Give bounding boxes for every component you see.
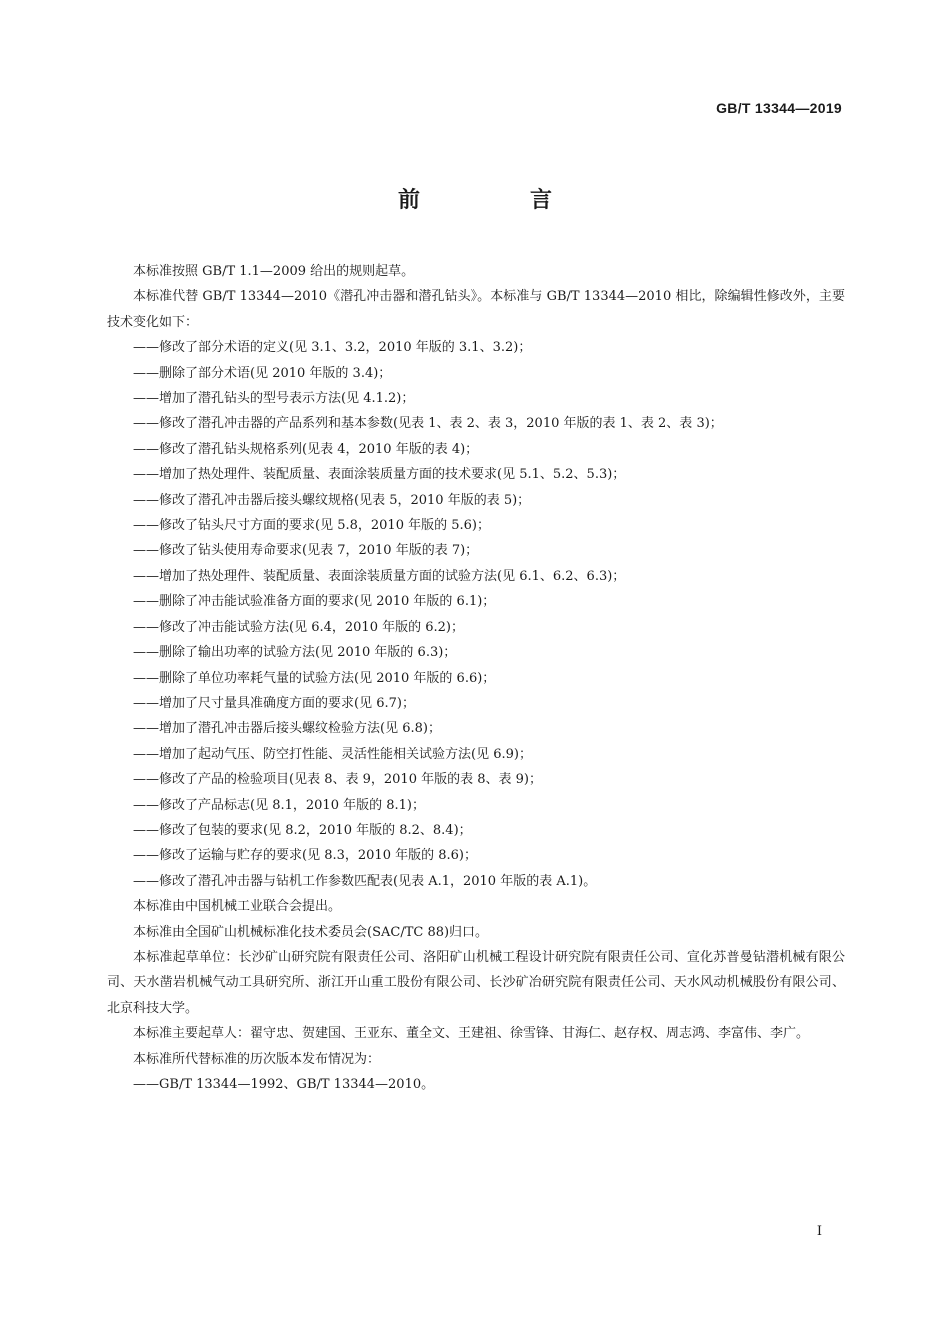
paragraph: 本标准起草单位：长沙矿山研究院有限责任公司、洛阳矿山机械工程设计研究院有限责任公司、宣化苏普曼钻潜机械有限公司、天水凿岩机械气动工具研究所、浙江开山重工股份有限公司、长沙矿冶研究院有限责任公司、天水风动机械股份有限公司、北京科技大学。 (107, 949, 845, 1016)
paragraph: 本标准按照 GB/T 1.1—2009 给出的规则起草。 (133, 264, 415, 279)
list-item: ——删除了部分术语(见 2010 年版的 3.4)； (133, 365, 392, 381)
list-item: ——修改了钻头尺寸方面的要求(见 5.8，2010 年版的 5.6)； (133, 518, 490, 534)
list-item: ——删除了输出功率的试验方法(见 2010 年版的 6.3)； (133, 645, 457, 661)
list-item: ——修改了潜孔冲击器后接头螺纹规格(见表 5，2010 年版的表 5)； (133, 492, 531, 508)
paragraph: 本标准所代替标准的历次版本发布情况为： (133, 1051, 381, 1067)
list-item: ——增加了潜孔钻头的型号表示方法(见 4.1.2)； (133, 391, 415, 407)
paragraph: 本标准由全国矿山机械标准化技术委员会(SAC/TC 88)归口。 (133, 924, 489, 940)
list-item: ——删除了冲击能试验准备方面的要求(见 2010 年版的 6.1)； (133, 594, 496, 610)
list-item: ——GB/T 13344—1992、GB/T 13344—2010。 (133, 1077, 435, 1092)
list-item: ——修改了产品的检验项目(见表 8、表 9，2010 年版的表 8、表 9)； (133, 772, 542, 788)
paragraph: 本标准代替 GB/T 13344—2010《潜孔冲击器和潜孔钻头》。本标准与 GB/T 13344—2010 相比，除编辑性修改外，主要技术变化如下： (107, 289, 845, 330)
foreword-body (107, 259, 845, 1097)
standard-number: GB/T 13344—2019 (716, 100, 842, 116)
list-item: ——删除了单位功率耗气量的试验方法(见 2010 年版的 6.6)； (133, 670, 496, 686)
list-item: ——修改了冲击能试验方法(见 6.4，2010 年版的 6.2)； (133, 619, 464, 635)
list-item: ——修改了潜孔冲击器与钻机工作参数匹配表(见表 A.1，2010 年版的表 A.1)。 (133, 873, 597, 889)
paragraph: 本标准主要起草人：翟守忠、贺建国、王亚东、董全文、王建祖、徐雪锋、甘海仁、赵存权、周志鸿、李富伟、李广。 (133, 1026, 810, 1042)
page-title: 前 言 (397, 188, 596, 213)
list-item: ——修改了钻头使用寿命要求(见表 7，2010 年版的表 7)； (133, 543, 479, 559)
list-item: ——增加了潜孔冲击器后接头螺纹检验方法(见 6.8)； (133, 721, 441, 737)
page-number: I (816, 1224, 822, 1239)
list-item: ——增加了尺寸量具准确度方面的要求(见 6.7)； (133, 695, 415, 711)
list-item: ——修改了包装的要求(见 8.2，2010 年版的 8.2、8.4)； (133, 822, 472, 838)
list-item: ——增加了热处理件、装配质量、表面涂装质量方面的技术要求(见 5.1、5.2、5.3)； (133, 467, 626, 483)
paragraph: 本标准由中国机械工业联合会提出。 (133, 899, 342, 915)
list-item: ——修改了部分术语的定义(见 3.1、3.2，2010 年版的 3.1、3.2)； (133, 340, 532, 356)
list-item: ——修改了产品标志(见 8.1，2010 年版的 8.1)； (133, 797, 425, 813)
list-item: ——修改了潜孔钻头规格系列(见表 4，2010 年版的表 4)； (133, 441, 479, 457)
list-item: ——增加了起动气压、防空打性能、灵活性能相关试验方法(见 6.9)； (133, 746, 532, 762)
list-item: ——增加了热处理件、装配质量、表面涂装质量方面的试验方法(见 6.1、6.2、6.3)； (133, 568, 626, 584)
list-item: ——修改了运输与贮存的要求(见 8.3，2010 年版的 8.6)； (133, 848, 477, 864)
list-item: ——修改了潜孔冲击器的产品系列和基本参数(见表 1、表 2、表 3，2010 年版的表 1、表 2、表 3)； (133, 416, 723, 432)
